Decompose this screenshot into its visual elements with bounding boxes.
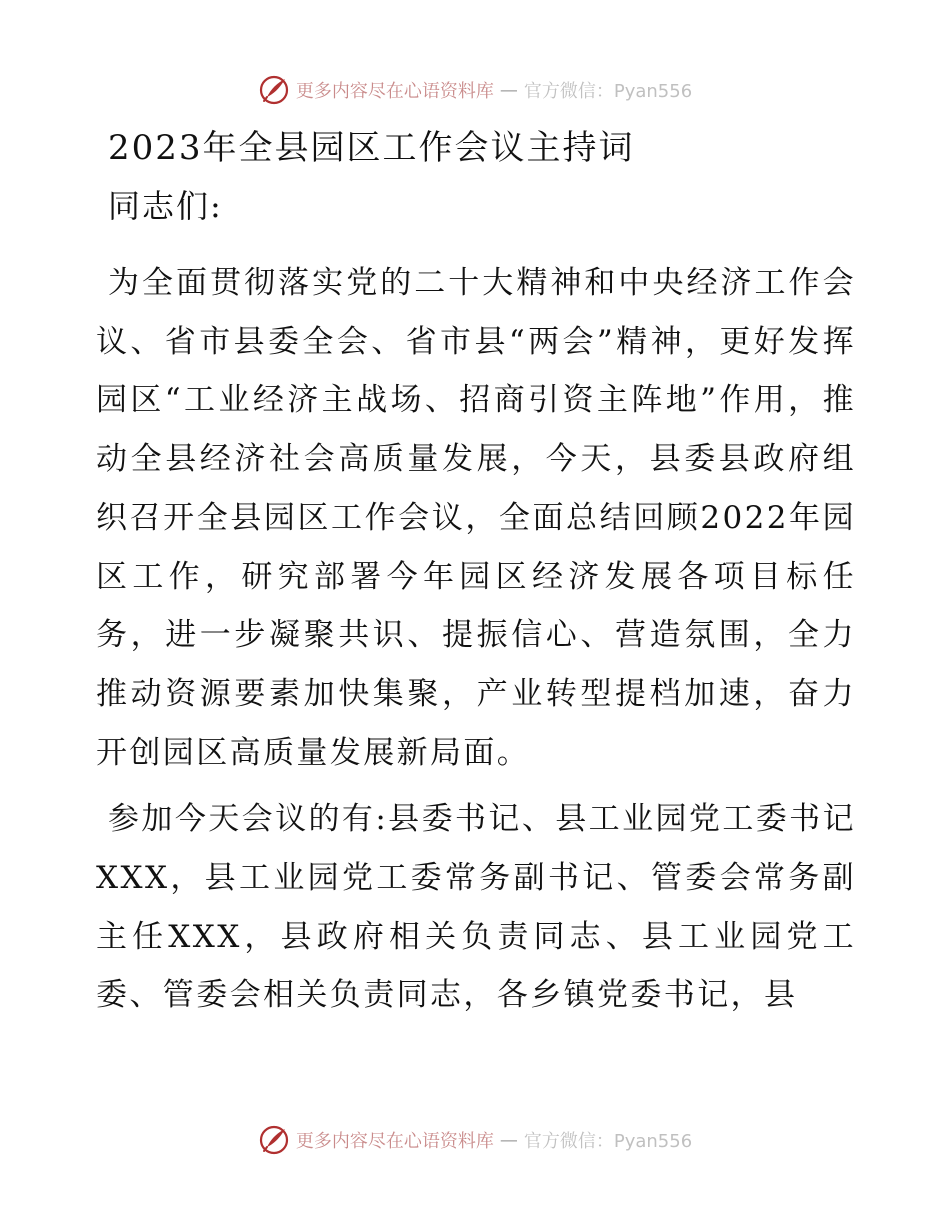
salutation: 同志们: <box>108 187 223 225</box>
watermark-separator: — <box>499 1129 518 1151</box>
watermark-header <box>0 70 950 110</box>
watermark-main-text: 更多内容尽在心语资料库 <box>295 81 494 102</box>
document-body <box>96 126 856 1033</box>
watermark-contact-text: 官方微信：Pyan556 <box>523 1131 693 1152</box>
document-title: 2023年全县园区工作会议主持词 <box>108 128 635 168</box>
quill-logo-icon <box>258 74 290 106</box>
paragraph-2: 参加今天会议的有:县委书记、县工业园党工委书记XXX，县工业园党工委常务副书记、管委会常务副主任XXX，县政府相关负责同志、县工业园党工委、管委会相关负责同志，各乡镇党委书记，县 <box>96 801 856 1014</box>
watermark-footer <box>0 1120 950 1160</box>
paragraph-1: 为全面贯彻落实党的二十大精神和中央经济工作会议、省市县委全会、省市县“两会”精神，更好发挥园区“工业经济主战场、招商引资主阵地”作用，推动全县经济社会高质量发展，今天，县委县政府组织召开全县园区工作会议，全面总结回顾2022年园区工作，研究部署今年园区经济发展各项目标任务，进一步凝聚共识、提振信心、营造氛围，全力推动资源要素加快集聚，产业转型提档加速，奋力开创园区高质量发展新局面。 <box>96 265 856 771</box>
watermark-contact-text: 官方微信：Pyan556 <box>523 81 693 102</box>
quill-logo-icon <box>258 1124 290 1156</box>
watermark-main-text: 更多内容尽在心语资料库 <box>295 1131 494 1152</box>
watermark-separator: — <box>499 79 518 101</box>
